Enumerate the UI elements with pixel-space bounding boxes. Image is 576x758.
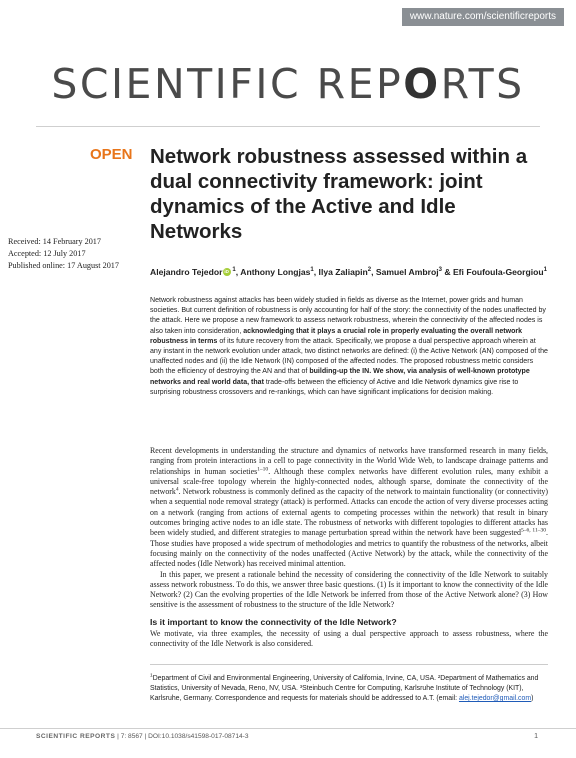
affiliations-text: Department of Civil and Environmental Engineering, University of California, Irvine, CA, USA. ²Department of Mathematics and Statistics, University of Nevada, Reno, NV, USA. ³Steinbuch Centre for Computing, Karlsruhe Institute of Technology (KIT), Karlsruhe, Germany. Correspondence and requests for materials should be addressed to A.T. (email: (150, 675, 539, 702)
journal-title-bold: O (403, 60, 441, 108)
author-affiliation: 2 (367, 267, 372, 274)
citation-ref[interactable]: 1–10 (257, 465, 269, 472)
abstract-text: Network robustness against attacks has been widely studied in fields as diverse as the Internet, power grids and human societies. But current definition of robustness is only accounting for half of the story: the connectivity of the nodes unaffected by the attack. Here we propose a new framework to assess network robustness, wherein the connectivity of the affected nodes is also taken into consideration, (150, 297, 546, 335)
journal-title (36, 60, 540, 108)
affiliation-marker: 1 (150, 673, 153, 679)
footer-doi[interactable]: | 7: 8567 | DOI:10.1038/s41598-017-08714-3 (115, 733, 249, 740)
body-paragraph: In this paper, we present a rationale behind the necessity of considering the connectivity of the Idle Network to suitably assess network robustness. To do this, we answer three basic questions. (1) Is it important to know the connectivity of the Idle Network? (2) Can the evolving properties of the Idle Network be inferred from those of the Active Network alone? (3) How sensitive is the assessment of robustness to the structure of the Idle Network? (150, 569, 548, 610)
section-heading: Is it important to know the connectivity of the Idle Network? (150, 617, 397, 627)
abstract-text: of its future recovery from the attack. Specifically, we propose a dual perspective approach wherein at any instant in the network evolution under attack, two distinct networks are defined: (i) the Active Network (AN) composed of the unaffected nodes and (ii) the Idle Network (IN) composed of the affected nodes. The proposed robustness metric considers both the efficiency of destroying the AN and that of (150, 337, 548, 376)
body-text (150, 446, 548, 611)
abstract-bold-text: building-up the IN. We show, via analysis of well-known prototype networks and real world data, that (150, 368, 530, 386)
paragraph-text: . Although these complex networks have different evolution rules, many exhibit a universal scale-free topology wherein the highly-connected nodes, although sparse, dominate the connectivity of the network (150, 466, 548, 497)
author-name[interactable]: , Samuel Ambroj (371, 267, 439, 277)
affiliations-divider (150, 664, 548, 665)
section-paragraph: We motivate, via three examples, the necessity of using a dual perspective approach to assess robustness, where the connectivity of the Idle Network is also considered. (150, 629, 548, 649)
abstract-bold-text: acknowledging that it plays a crucial role in properly evaluating the overall network robustness in terms (150, 327, 523, 345)
journal-title-part1: SCIENTIFIC REP (51, 60, 404, 108)
intro-paragraph (150, 446, 548, 570)
footer-divider (0, 728, 576, 729)
citation-ref[interactable]: 4 (175, 486, 179, 493)
author-name[interactable]: Alejandro Tejedor (150, 267, 223, 277)
paragraph-text: Recent developments in understanding the structure and dynamics of networks have transformed research in many fields, ranging from protein interactions in a cell to page connectivity in the World Wide Web, to landscape drainage patterns and relationships in human societies (150, 446, 548, 476)
article-title: Network robustness assessed within a dual connectivity framework: joint dynamics of the Active and Idle Networks (150, 145, 528, 243)
affiliations-end: ) (531, 695, 534, 702)
orcid-icon[interactable] (223, 268, 231, 276)
page-number: 1 (534, 733, 538, 740)
open-access-tag: OPEN (90, 146, 133, 163)
footer-citation (36, 733, 249, 740)
journal-url[interactable]: www.nature.com/scientificreports (402, 8, 564, 26)
author-affiliation: 1 (232, 267, 236, 274)
accepted-date: Accepted: 12 July 2017 (8, 249, 86, 258)
journal-title-part2: RTS (440, 60, 525, 108)
abstract-text: trade-offs between the efficiency of Active and Idle Network dynamics give rise to surprising robustness crossovers and re-rankings, which can have significant implications for decision making. (150, 378, 519, 396)
author-name[interactable]: & Efi Foufoula-Georgiou (441, 267, 544, 277)
author-affiliation: 3 (438, 267, 442, 274)
footer-journal: SCIENTIFIC REPORTS (36, 733, 116, 740)
paragraph-text: . Those studies have proposed a wide spectrum of methodologies and metrics to quantify the robustness of the networks, albeit focusing mainly on the connectivity of the nodes unaffected (Active Network) by the attack, while the connectivity of the affected nodes (Idle Network) has received minimal attention. (150, 528, 548, 569)
email-link[interactable]: alej.tejedor@gmail.com (458, 695, 532, 702)
received-date: Received: 14 February 2017 (8, 237, 101, 246)
article-dates (8, 236, 138, 272)
author-affiliation: 1 (543, 267, 548, 274)
header-divider (36, 126, 540, 127)
abstract (150, 296, 548, 398)
author-affiliation: 1 (310, 267, 314, 274)
author-name[interactable]: , Ilya Zaliapin (313, 267, 368, 277)
citation-ref[interactable]: 5–6, 11–30 (521, 527, 547, 534)
affiliations (150, 674, 548, 704)
published-date: Published online: 17 August 2017 (8, 261, 119, 270)
paragraph-text: . Network robustness is commonly defined as the capacity of the network to maintain functionality (or connectivity) when a sequential node removal strategy (attack) is performed. Attacks can encode the action of very diverse processes acting on a network (ranging from actions of external agents to competing processes within the network) that result in binary outcomes bringing active nodes to an idle state. The robustness of networks with different topologies to different attacks has been widely studied, and different strategies to manage perturbation spread within the network have been suggested (150, 487, 548, 538)
author-list (150, 266, 550, 278)
author-name[interactable]: , Anthony Longjas (235, 267, 311, 277)
